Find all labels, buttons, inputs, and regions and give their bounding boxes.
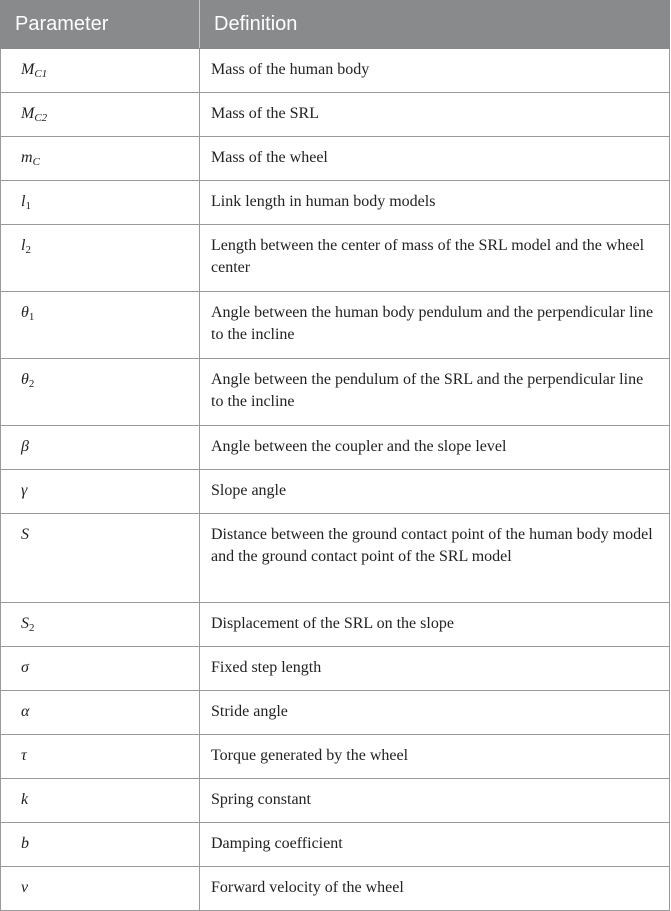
parameter-definition: Link length in human body models: [200, 181, 670, 225]
header-row: [1, 1, 670, 49]
parameter-definition: Angle between the human body pendulum and the perpendicular line to the incline: [200, 292, 670, 359]
parameter-symbol: v: [1, 867, 200, 911]
parameter-symbol: $\theta_1$: [1, 292, 200, 359]
parameter-definition: Mass of the wheel: [200, 137, 670, 181]
table-row: [1, 691, 670, 735]
parameter-definition: Torque generated by the wheel: [200, 735, 670, 779]
table-row: [1, 181, 670, 225]
parameter-symbol: $m_C$: [1, 137, 200, 181]
table-row: [1, 470, 670, 514]
table-row: [1, 93, 670, 137]
table-row: [1, 735, 670, 779]
parameter-definition: Angle between the coupler and the slope level: [200, 426, 670, 470]
table-row: [1, 225, 670, 292]
parameter-definition: Displacement of the SRL on the slope: [200, 603, 670, 647]
table-row: [1, 647, 670, 691]
parameter-symbol: γ: [1, 470, 200, 514]
parameter-definition: Angle between the pendulum of the SRL and the perpendicular line to the incline: [200, 359, 670, 426]
parameter-symbol: b: [1, 823, 200, 867]
parameter-symbol: $\theta_2$: [1, 359, 200, 426]
header-parameter: Parameter: [1, 1, 200, 49]
parameter-symbol: $M_{C2}$: [1, 93, 200, 137]
parameter-symbol: τ: [1, 735, 200, 779]
parameter-definition: Length between the center of mass of the SRL model and the wheel center: [200, 225, 670, 292]
table-row: [1, 779, 670, 823]
parameter-definition: Slope angle: [200, 470, 670, 514]
parameter-definition: Fixed step length: [200, 647, 670, 691]
table-row: [1, 49, 670, 93]
table-row: [1, 603, 670, 647]
parameter-definition: Forward velocity of the wheel: [200, 867, 670, 911]
parameter-definition: Spring constant: [200, 779, 670, 823]
table-row: [1, 359, 670, 426]
parameter-symbol: σ: [1, 647, 200, 691]
parameter-definition: Mass of the human body: [200, 49, 670, 93]
parameter-definition: Stride angle: [200, 691, 670, 735]
table-row: [1, 514, 670, 603]
parameter-definition: Damping coefficient: [200, 823, 670, 867]
parameter-definition: Mass of the SRL: [200, 93, 670, 137]
table-row: [1, 292, 670, 359]
parameter-symbol: $l_1$: [1, 181, 200, 225]
parameter-symbol: S: [1, 514, 200, 603]
parameter-symbol: k: [1, 779, 200, 823]
parameter-symbol: $l_2$: [1, 225, 200, 292]
parameter-symbol: $M_{C1}$: [1, 49, 200, 93]
parameter-symbol: β: [1, 426, 200, 470]
table-row: [1, 137, 670, 181]
parameter-definition: Distance between the ground contact point of the human body model and the ground contact point of the SRL model: [200, 514, 670, 603]
table-row: [1, 823, 670, 867]
parameter-symbol: α: [1, 691, 200, 735]
parameter-symbol: $S_2$: [1, 603, 200, 647]
header-definition: Definition: [200, 1, 670, 49]
table-row: [1, 867, 670, 911]
table-row: [1, 426, 670, 470]
